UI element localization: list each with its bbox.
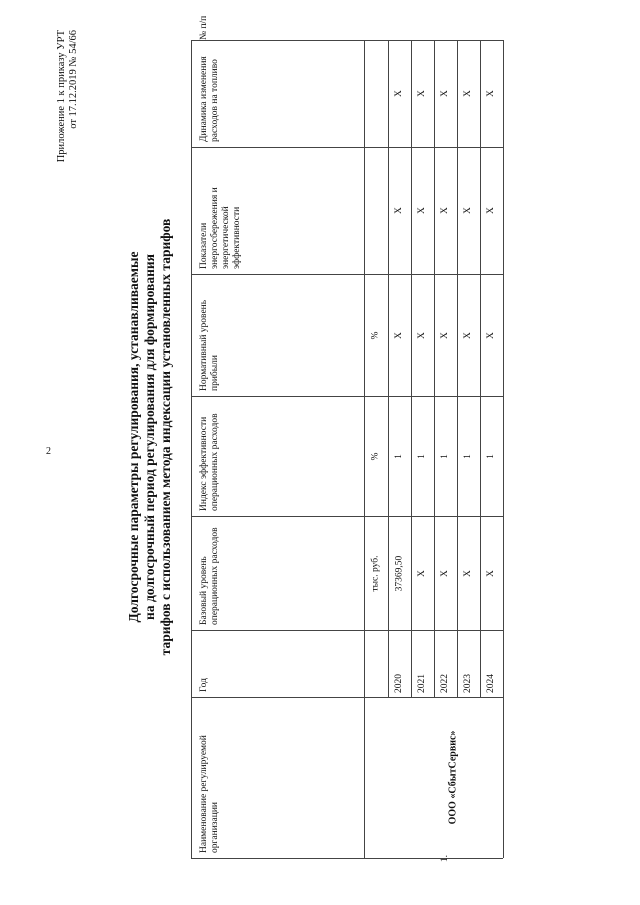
document-title [126,212,174,662]
header-energy: Показатели энергосбережения и энергетической эффективности [199,187,242,269]
cell-year: 2020 [394,673,404,693]
cell-profit: X [462,331,473,339]
table-border-right [503,40,504,858]
cell-fuel: X [416,90,427,97]
title-line-1: Долгосрочные параметры регулирования, устанавливаемые [126,251,141,623]
unit-profit: % [370,331,381,339]
cell-year: 2021 [417,673,427,693]
cell-fuel: X [393,90,404,97]
cell-base: X [485,569,496,577]
cell-base: X [416,569,427,577]
cell-index: 1 [393,453,404,459]
header-base: Базовый уровень операционных расходов [199,527,220,625]
cell-base: 37369,50 [393,555,404,591]
cell-base: X [462,569,473,577]
unit-base: тыс. руб. [370,555,381,591]
cell-index: 1 [439,453,450,459]
table-row-line [434,40,435,697]
cell-index: 1 [416,453,427,459]
table-band-line [191,697,503,698]
cell-profit: X [416,331,427,339]
header-index: Индекс эффективности операционных расходов [199,413,220,511]
organization-name: ООО «СбытСервис» [447,730,459,825]
cell-profit: X [485,331,496,339]
header-num: № п/п [199,15,209,40]
table-header-split [364,40,365,858]
header-profit: Нормативный уровень прибыли [199,299,220,391]
table-row-line [411,40,412,697]
row-number: 1. [440,854,451,862]
cell-fuel: X [485,90,496,97]
cell-base: X [439,569,450,577]
cell-year: 2024 [486,673,496,693]
cell-year: 2022 [440,673,450,693]
table-unit-split [388,40,389,697]
table-row-line [457,40,458,697]
cell-fuel: X [439,90,450,97]
page-number: 2 [46,446,51,457]
unit-index: % [370,452,381,460]
cell-index: 1 [485,453,496,459]
cell-energy: X [462,207,473,214]
attachment-line-1: Приложение 1 к приказу УРТ [56,30,67,163]
table-row-line [480,40,481,697]
cell-year: 2023 [463,673,473,693]
cell-energy: X [485,207,496,214]
header-org: Наименование регулируемой организации [199,735,220,853]
cell-profit: X [439,331,450,339]
parameters-table [191,15,503,862]
cell-energy: X [416,207,427,214]
table-border-left [191,40,192,858]
cell-profit: X [393,331,404,339]
attachment-line-2: от 17.12.2019 № 54/66 [68,30,79,129]
cell-index: 1 [462,453,473,459]
table-band-line [191,858,503,859]
header-year: Год [199,678,209,692]
attachment-note [56,30,80,210]
header-fuel: Динамика изменения расходов на топливо [199,56,220,142]
title-line-2: на долгосрочный период регулирования для формирования [142,254,157,620]
title-line-3: тарифов с использованием метода индексации установленных тарифов [158,218,173,656]
cell-energy: X [439,207,450,214]
cell-fuel: X [462,90,473,97]
cell-energy: X [393,207,404,214]
